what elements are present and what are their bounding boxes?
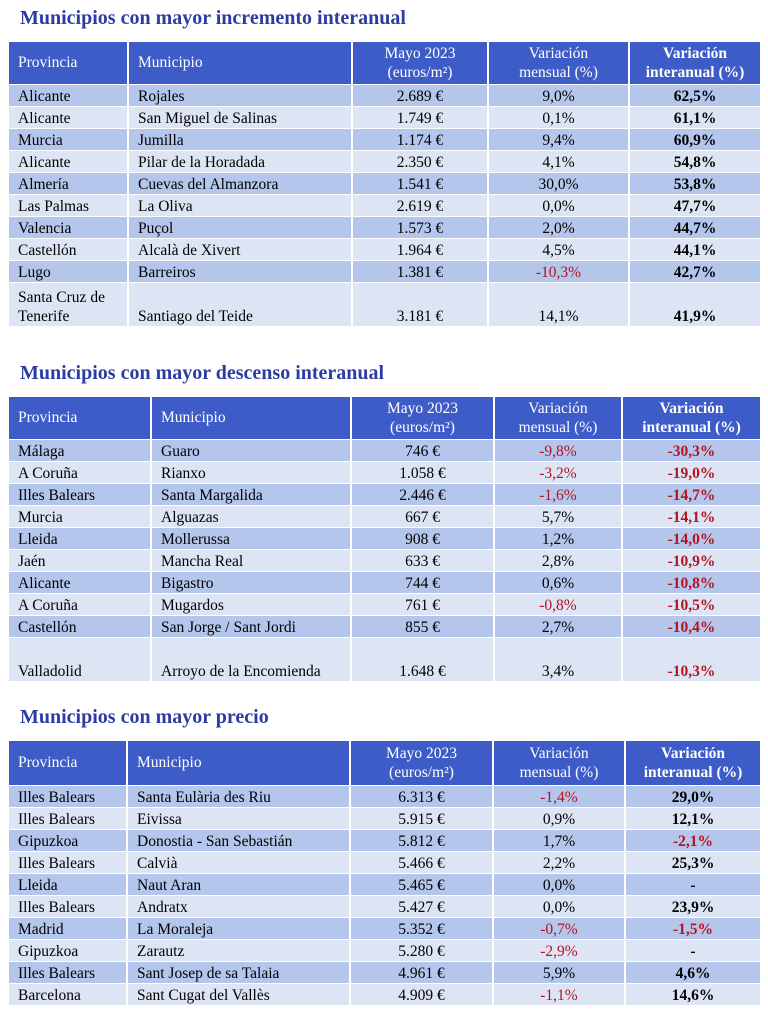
table-header-row	[9, 741, 761, 785]
header-municipio: Municipio	[151, 397, 351, 439]
cell-variacion-mensual: 0,0%	[493, 895, 625, 917]
cell-precio: 2.446 €	[351, 483, 494, 505]
header-precio: Mayo 2023 (euros/m²)	[350, 741, 493, 785]
table-header-row	[9, 42, 761, 84]
cell-provincia: Alicante	[9, 106, 128, 128]
cell-variacion-mensual: -0,8%	[494, 593, 622, 615]
table-body	[9, 439, 761, 681]
header-provincia: Provincia	[9, 42, 128, 84]
table-row	[9, 106, 761, 128]
cell-precio: 1.648 €	[351, 637, 494, 681]
cell-variacion-interanual: -10,8%	[622, 571, 761, 593]
cell-precio: 5.812 €	[350, 829, 493, 851]
header-provincia: Provincia	[9, 741, 127, 785]
cell-variacion-mensual: 2,8%	[494, 549, 622, 571]
header-variacion-mensual: Variación mensual (%)	[494, 397, 622, 439]
cell-variacion-interanual: -10,5%	[622, 593, 761, 615]
cell-provincia: Illes Balears	[9, 851, 127, 873]
cell-provincia: Barcelona	[9, 983, 127, 1005]
cell-variacion-interanual: 23,9%	[625, 895, 761, 917]
cell-municipio: Bigastro	[151, 571, 351, 593]
cell-variacion-interanual: -14,0%	[622, 527, 761, 549]
cell-precio: 3.181 €	[352, 282, 488, 326]
table-row	[9, 917, 761, 939]
cell-variacion-mensual: -1,1%	[493, 983, 625, 1005]
cell-variacion-interanual: 25,3%	[625, 851, 761, 873]
cell-precio: 908 €	[351, 527, 494, 549]
cell-provincia: Illes Balears	[9, 483, 151, 505]
table-row	[9, 150, 761, 172]
cell-variacion-mensual: -0,7%	[493, 917, 625, 939]
header-municipio: Municipio	[128, 42, 352, 84]
table-row	[9, 260, 761, 282]
cell-municipio: Puçol	[128, 216, 352, 238]
cell-precio: 5.465 €	[350, 873, 493, 895]
cell-municipio: San Jorge / Sant Jordi	[151, 615, 351, 637]
table-body	[9, 785, 761, 1005]
cell-precio: 2.689 €	[352, 84, 488, 106]
header-precio: Mayo 2023 (euros/m²)	[352, 42, 488, 84]
cell-variacion-interanual: -	[625, 939, 761, 961]
cell-variacion-interanual: 29,0%	[625, 785, 761, 807]
cell-provincia: A Coruña	[9, 593, 151, 615]
cell-variacion-mensual: 0,6%	[494, 571, 622, 593]
header-variacion-interanual: Variación interanual (%)	[625, 741, 761, 785]
cell-variacion-interanual: 12,1%	[625, 807, 761, 829]
cell-variacion-interanual: -2,1%	[625, 829, 761, 851]
cell-provincia: Lugo	[9, 260, 128, 282]
cell-provincia: Castellón	[9, 238, 128, 260]
cell-precio: 5.352 €	[350, 917, 493, 939]
cell-variacion-interanual: -14,7%	[622, 483, 761, 505]
header-variacion-mensual: Variación mensual (%)	[493, 741, 625, 785]
table-row	[9, 439, 761, 461]
table-header-row	[9, 397, 761, 439]
header-provincia: Provincia	[9, 397, 151, 439]
header-variacion-mensual: Variación mensual (%)	[488, 42, 629, 84]
cell-precio: 761 €	[351, 593, 494, 615]
cell-variacion-mensual: 9,0%	[488, 84, 629, 106]
table-row	[9, 461, 761, 483]
table-row	[9, 527, 761, 549]
cell-variacion-interanual: 44,7%	[629, 216, 761, 238]
cell-variacion-interanual: 60,9%	[629, 128, 761, 150]
cell-variacion-interanual: 47,7%	[629, 194, 761, 216]
table-row	[9, 873, 761, 895]
section-title-increment: Municipios con mayor incremento interanual	[20, 7, 406, 29]
cell-municipio: Calvià	[127, 851, 350, 873]
cell-municipio: Santa Eulària des Riu	[127, 785, 350, 807]
header-precio: Mayo 2023 (euros/m²)	[351, 397, 494, 439]
table-row	[9, 983, 761, 1005]
cell-variacion-mensual: 0,1%	[488, 106, 629, 128]
table-row	[9, 615, 761, 637]
table-row	[9, 84, 761, 106]
cell-variacion-mensual: -10,3%	[488, 260, 629, 282]
cell-municipio: San Miguel de Salinas	[128, 106, 352, 128]
cell-provincia: Illes Balears	[9, 961, 127, 983]
table-price	[9, 741, 762, 1006]
cell-variacion-interanual: 54,8%	[629, 150, 761, 172]
cell-municipio: Mugardos	[151, 593, 351, 615]
cell-variacion-mensual: 4,1%	[488, 150, 629, 172]
section-title-price: Municipios con mayor precio	[20, 706, 269, 728]
header-variacion-interanual: Variación interanual (%)	[629, 42, 761, 84]
cell-variacion-mensual: 0,9%	[493, 807, 625, 829]
cell-municipio: Sant Cugat del Vallès	[127, 983, 350, 1005]
cell-municipio: Zarautz	[127, 939, 350, 961]
table-row	[9, 895, 761, 917]
cell-municipio: Alguazas	[151, 505, 351, 527]
cell-precio: 5.427 €	[350, 895, 493, 917]
cell-variacion-mensual: 1,2%	[494, 527, 622, 549]
cell-variacion-interanual: 44,1%	[629, 238, 761, 260]
cell-provincia: A Coruña	[9, 461, 151, 483]
cell-precio: 1.964 €	[352, 238, 488, 260]
table-row	[9, 829, 761, 851]
table-row	[9, 128, 761, 150]
cell-precio: 1.573 €	[352, 216, 488, 238]
table-increment	[9, 42, 762, 327]
section-title-decrease: Municipios con mayor descenso interanual	[20, 362, 385, 384]
cell-variacion-interanual: 14,6%	[625, 983, 761, 1005]
cell-municipio: Pilar de la Horadada	[128, 150, 352, 172]
cell-municipio: Barreiros	[128, 260, 352, 282]
cell-provincia: Murcia	[9, 505, 151, 527]
table-row	[9, 939, 761, 961]
cell-variacion-interanual: 53,8%	[629, 172, 761, 194]
cell-variacion-mensual: 3,4%	[494, 637, 622, 681]
cell-precio: 633 €	[351, 549, 494, 571]
cell-provincia: Santa Cruz de Tenerife	[9, 282, 128, 326]
cell-precio: 4.961 €	[350, 961, 493, 983]
cell-variacion-interanual: 61,1%	[629, 106, 761, 128]
table-row	[9, 216, 761, 238]
cell-provincia: Illes Balears	[9, 807, 127, 829]
cell-municipio: Sant Josep de sa Talaia	[127, 961, 350, 983]
cell-precio: 4.909 €	[350, 983, 493, 1005]
table-row	[9, 593, 761, 615]
cell-provincia: Alicante	[9, 150, 128, 172]
cell-variacion-mensual: 5,7%	[494, 505, 622, 527]
cell-municipio: La Moraleja	[127, 917, 350, 939]
cell-variacion-mensual: 5,9%	[493, 961, 625, 983]
cell-provincia: Almería	[9, 172, 128, 194]
cell-provincia: Murcia	[9, 128, 128, 150]
cell-municipio: Rojales	[128, 84, 352, 106]
cell-precio: 746 €	[351, 439, 494, 461]
cell-variacion-mensual: -2,9%	[493, 939, 625, 961]
table-row	[9, 282, 761, 326]
cell-variacion-interanual: -	[625, 873, 761, 895]
table-decrease	[9, 397, 762, 682]
cell-provincia: Madrid	[9, 917, 127, 939]
table-row	[9, 505, 761, 527]
table-row	[9, 238, 761, 260]
cell-variacion-interanual: -14,1%	[622, 505, 761, 527]
cell-precio: 2.619 €	[352, 194, 488, 216]
cell-variacion-mensual: 4,5%	[488, 238, 629, 260]
cell-precio: 5.466 €	[350, 851, 493, 873]
cell-municipio: Andratx	[127, 895, 350, 917]
cell-municipio: Jumilla	[128, 128, 352, 150]
cell-municipio: Donostia - San Sebastián	[127, 829, 350, 851]
cell-municipio: Alcalà de Xivert	[128, 238, 352, 260]
cell-variacion-interanual: 42,7%	[629, 260, 761, 282]
cell-variacion-interanual: 4,6%	[625, 961, 761, 983]
cell-variacion-interanual: -1,5%	[625, 917, 761, 939]
cell-provincia: Illes Balears	[9, 785, 127, 807]
table-body	[9, 84, 761, 326]
header-municipio: Municipio	[127, 741, 350, 785]
cell-variacion-mensual: -3,2%	[494, 461, 622, 483]
cell-variacion-mensual: -1,6%	[494, 483, 622, 505]
table-row	[9, 194, 761, 216]
cell-municipio: Mancha Real	[151, 549, 351, 571]
cell-variacion-mensual: -9,8%	[494, 439, 622, 461]
cell-variacion-interanual: 62,5%	[629, 84, 761, 106]
cell-precio: 1.749 €	[352, 106, 488, 128]
cell-provincia: Illes Balears	[9, 895, 127, 917]
table-row	[9, 172, 761, 194]
cell-variacion-mensual: 9,4%	[488, 128, 629, 150]
cell-precio: 667 €	[351, 505, 494, 527]
cell-municipio: La Oliva	[128, 194, 352, 216]
cell-provincia: Castellón	[9, 615, 151, 637]
cell-precio: 855 €	[351, 615, 494, 637]
cell-variacion-mensual: 0,0%	[493, 873, 625, 895]
cell-municipio: Arroyo de la Encomienda	[151, 637, 351, 681]
cell-precio: 1.174 €	[352, 128, 488, 150]
cell-variacion-interanual: -10,3%	[622, 637, 761, 681]
table-row	[9, 807, 761, 829]
cell-provincia: Alicante	[9, 571, 151, 593]
cell-provincia: Málaga	[9, 439, 151, 461]
cell-municipio: Cuevas del Almanzora	[128, 172, 352, 194]
cell-municipio: Mollerussa	[151, 527, 351, 549]
table-row	[9, 785, 761, 807]
cell-variacion-interanual: -30,3%	[622, 439, 761, 461]
cell-variacion-mensual: 2,2%	[493, 851, 625, 873]
cell-variacion-mensual: 30,0%	[488, 172, 629, 194]
cell-precio: 5.280 €	[350, 939, 493, 961]
cell-provincia: Gipuzkoa	[9, 829, 127, 851]
table-row	[9, 961, 761, 983]
cell-variacion-mensual: -1,4%	[493, 785, 625, 807]
cell-precio: 744 €	[351, 571, 494, 593]
cell-municipio: Eivissa	[127, 807, 350, 829]
cell-municipio: Santa Margalida	[151, 483, 351, 505]
cell-municipio: Santiago del Teide	[128, 282, 352, 326]
cell-variacion-mensual: 14,1%	[488, 282, 629, 326]
cell-variacion-mensual: 1,7%	[493, 829, 625, 851]
cell-variacion-interanual: -10,9%	[622, 549, 761, 571]
cell-municipio: Naut Aran	[127, 873, 350, 895]
cell-precio: 1.058 €	[351, 461, 494, 483]
cell-variacion-mensual: 2,0%	[488, 216, 629, 238]
cell-variacion-interanual: -10,4%	[622, 615, 761, 637]
table-row	[9, 549, 761, 571]
cell-variacion-mensual: 2,7%	[494, 615, 622, 637]
cell-municipio: Rianxo	[151, 461, 351, 483]
cell-provincia: Alicante	[9, 84, 128, 106]
cell-provincia: Las Palmas	[9, 194, 128, 216]
table-row	[9, 571, 761, 593]
cell-precio: 5.915 €	[350, 807, 493, 829]
cell-provincia: Valladolid	[9, 637, 151, 681]
cell-variacion-mensual: 0,0%	[488, 194, 629, 216]
cell-precio: 2.350 €	[352, 150, 488, 172]
cell-provincia: Valencia	[9, 216, 128, 238]
cell-provincia: Gipuzkoa	[9, 939, 127, 961]
header-variacion-interanual: Variación interanual (%)	[622, 397, 761, 439]
cell-variacion-interanual: 41,9%	[629, 282, 761, 326]
table-row	[9, 483, 761, 505]
cell-precio: 1.381 €	[352, 260, 488, 282]
table-row	[9, 851, 761, 873]
cell-precio: 1.541 €	[352, 172, 488, 194]
cell-municipio: Guaro	[151, 439, 351, 461]
table-row	[9, 637, 761, 681]
cell-provincia: Lleida	[9, 873, 127, 895]
cell-provincia: Jaén	[9, 549, 151, 571]
cell-precio: 6.313 €	[350, 785, 493, 807]
cell-provincia: Lleida	[9, 527, 151, 549]
cell-variacion-interanual: -19,0%	[622, 461, 761, 483]
